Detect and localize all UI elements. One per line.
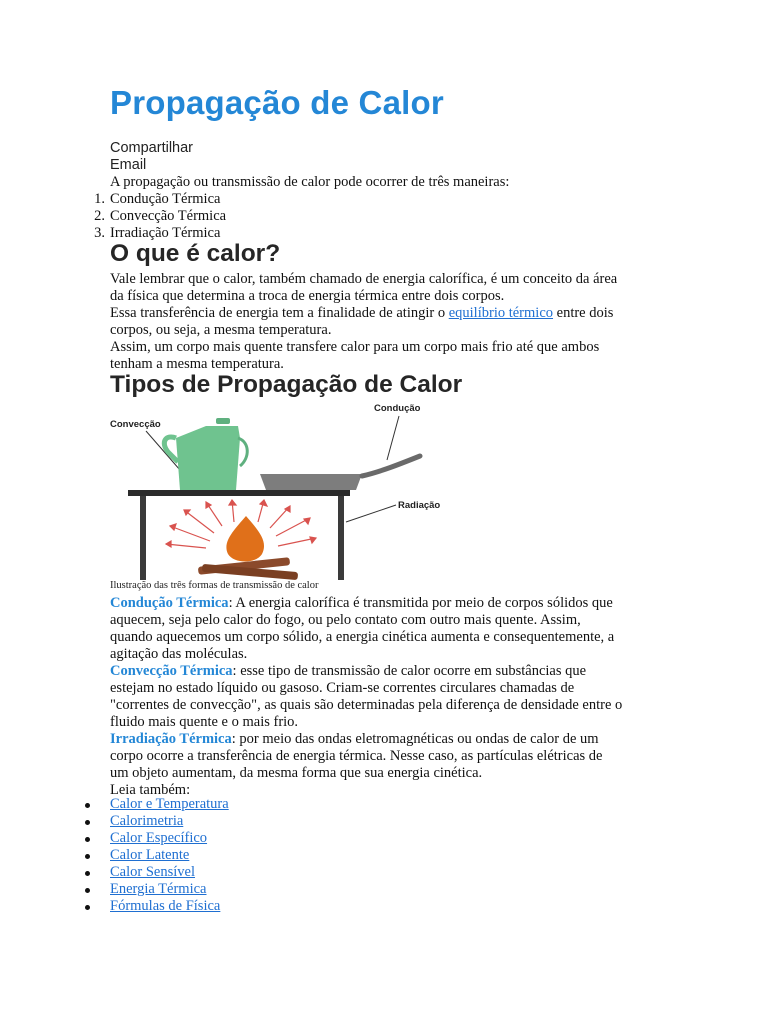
read-also-list — [110, 796, 229, 915]
heat-propagation-illustration — [110, 398, 455, 580]
read-also-link[interactable]: Calor Sensível — [110, 864, 195, 880]
intro-text: A propagação ou transmissão de calor pode ocorrer de três maneiras: — [110, 174, 510, 190]
list-item — [110, 830, 229, 847]
section-heading-tipos: Tipos de Propagação de Calor — [110, 371, 463, 398]
stove-leg — [140, 496, 146, 580]
label-radiacao: Radiação — [398, 500, 441, 511]
paragraph-tipos: Condução Térmica: A energia calorífica é transmitida por meio de corpos sólidos que aquecem, seja pelo calor do fogo, ou pelo contato com outro mais quente. Assim, quando aquecemos um corpo sólido, a energia cinética aumenta e consequentemente, a agitação das moléculas. Convecção Térmica: esse tipo de transmissão de calor ocorre em substâncias que estejam no estado líquido ou gasoso. Criam-se correntes circulares chamadas de "correntes de convecção", as quais são determinadas pela diferença de densidade entre o fluido mais quente e o mais frio. Irradiação Térmica: por meio das ondas eletromagnéticas ou ondas de calor de um corpo ocorre a transferência de energia térmica. Nesse caso, as partículas elétricas de um objeto aumentam, da mesma forma que sua energia cinética. Leia também: — [110, 595, 665, 799]
list-item — [110, 864, 229, 881]
section-heading-calor: O que é calor? — [110, 240, 281, 267]
term-irradiacao: Irradiação Térmica — [110, 731, 232, 747]
label-conducao: Condução — [374, 403, 421, 414]
list-item: 1. Condução Térmica — [94, 191, 221, 207]
stove-leg — [338, 496, 344, 580]
read-also-label: Leia também: — [110, 782, 191, 798]
read-also-link[interactable]: Calor Latente — [110, 847, 190, 863]
label-conveccao: Convecção — [110, 419, 161, 430]
list-item — [110, 813, 229, 830]
ways-list — [94, 191, 227, 242]
figure-caption: Ilustração das três formas de transmissão de calor — [110, 580, 319, 591]
list-item — [110, 796, 229, 813]
list-item: 3. Irradiação Térmica — [94, 225, 221, 241]
frying-pan-icon — [260, 456, 420, 490]
pointer-line — [346, 505, 396, 522]
term-conducao: Condução Térmica — [110, 595, 229, 611]
share-links — [110, 140, 193, 174]
list-item: 2. Convecção Térmica — [94, 208, 227, 224]
read-also-link[interactable]: Calorimetria — [110, 813, 184, 829]
read-also-link[interactable]: Calor Específico — [110, 830, 208, 846]
term-conveccao: Convecção Térmica — [110, 663, 233, 679]
pointer-line — [387, 416, 399, 460]
list-item — [110, 898, 229, 915]
list-item — [110, 847, 229, 864]
read-also-link[interactable]: Fórmulas de Física — [110, 898, 221, 914]
kettle-icon — [164, 418, 247, 490]
share-link[interactable]: Compartilhar — [110, 140, 193, 156]
stove-top — [128, 490, 350, 496]
paragraph-calor: Vale lembrar que o calor, também chamado de energia calorífica, é um conceito da área da física que determina a troca de energia térmica entre dois corpos. Essa transferência de energia tem a finalidade de atingir o equilíbrio térmico entre dois corpos, ou seja, a mesma temperatura. Assim, um corpo mais quente transfere calor para um corpo mais frio até que ambos tenham a mesma temperatura. — [110, 271, 618, 372]
list-item — [110, 881, 229, 898]
equilibrio-termico-link[interactable]: equilíbrio térmico — [448, 305, 554, 321]
email-link[interactable]: Email — [110, 157, 147, 173]
flame-icon — [226, 516, 264, 562]
read-also-link[interactable]: Energia Térmica — [110, 881, 207, 897]
read-also-link[interactable]: Calor e Temperatura — [110, 796, 229, 812]
page-title: Propagação de Calor — [110, 84, 444, 121]
